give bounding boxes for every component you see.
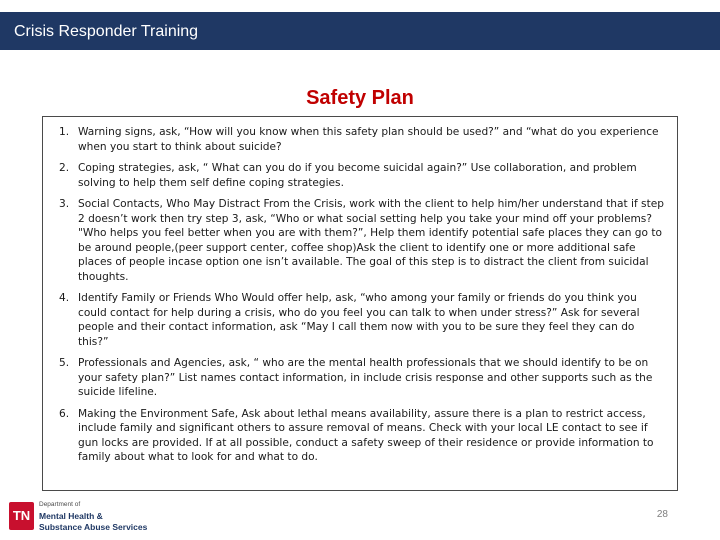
item-number: 5.	[59, 357, 70, 369]
header-bar	[0, 12, 720, 50]
list-item	[59, 356, 665, 400]
list-item	[59, 197, 665, 284]
item-text: Professionals and Agencies, ask, “ who are the mental health professionals that we should identify to be on your safety plan?” List names contact information, in include crisis response and other supports such as the suicide lifeline.	[78, 357, 653, 398]
logo-line-2: Substance Abuse Services	[39, 522, 148, 532]
header-title: Crisis Responder Training	[14, 23, 199, 40]
safety-plan-box	[42, 116, 678, 491]
item-text: Identify Family or Friends Who Would offer help, ask, “who among your family or friends do you think you could contact for help during a crisis, who do you feel you can talk to when under stress?” Ask for several people and their contact information, ask “May I call them now with you to be sure they feel they can do this?”	[78, 292, 640, 348]
logo-dept-text: Department of	[39, 501, 81, 508]
item-number: 3.	[59, 198, 70, 210]
item-number: 4.	[59, 292, 70, 304]
tn-dept-logo	[9, 499, 159, 535]
item-number: 2.	[59, 162, 70, 174]
safety-plan-list	[43, 117, 677, 465]
item-text: Coping strategies, ask, “ What can you do if you become suicidal again?” Use collaboration, and problem solving to help them self define coping strategies.	[78, 162, 637, 189]
item-text: Warning signs, ask, “How will you know when this safety plan should be used?” and “what do you experience when you start to think about suicide?	[78, 126, 659, 153]
item-text: Making the Environment Safe, Ask about lethal means availability, assure there is a plan to restrict access, include family and significant others to assure removal of means. Check with your local LE contact to see if gun locks are provided. If at all possible, conduct a safety sweep of their residence or provide information to family about what to look for and what to do.	[78, 407, 654, 463]
tn-badge-text: TN	[12, 508, 31, 523]
page-number: 28	[656, 509, 668, 520]
page-title: Safety Plan	[306, 87, 414, 109]
list-item	[59, 161, 665, 190]
item-text: Social Contacts, Who May Distract From the Crisis, work with the client to help him/her understand that if step 2 doesn’t work then try step 3, ask, “Who or what social setting help you take your mind off your problems? "Who helps you feel better when you are with them?”, Help them identify potential safe places they can go to be around people,(peer support center, coffee shop)Ask the client to identify one or more additional safe places of people incase option one isn’t available. The goal of this step is to distract the client from suicidal thoughts.	[78, 198, 664, 283]
tn-badge-icon	[9, 502, 34, 530]
item-number: 6.	[59, 407, 70, 420]
list-item	[59, 291, 665, 349]
logo-line-1: Mental Health &	[39, 511, 103, 521]
item-number: 1.	[59, 126, 70, 138]
list-item	[59, 125, 665, 154]
list-item	[59, 407, 665, 465]
